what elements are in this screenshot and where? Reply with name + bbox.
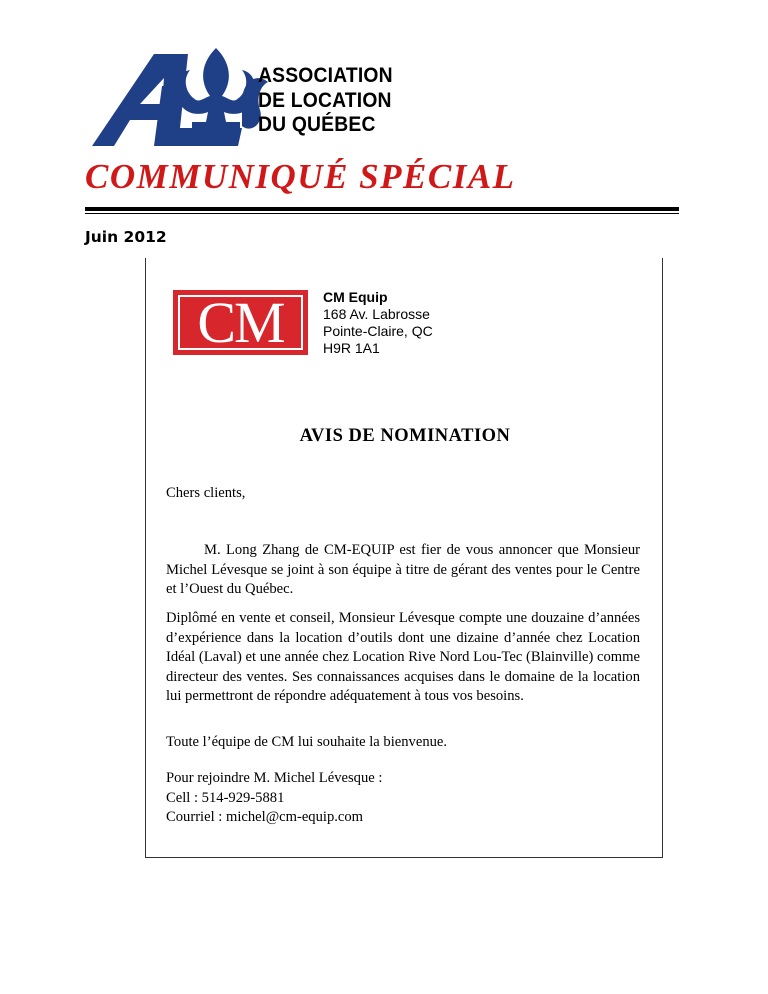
- publication-title: COMMUNIQUÉ SPÉCIAL: [85, 157, 516, 196]
- contact-block: [166, 769, 640, 828]
- association-name-line: DU QUÉBEC: [258, 113, 376, 136]
- company-postal-code: H9R 1A1: [323, 340, 380, 356]
- association-name-line: ASSOCIATION: [258, 64, 393, 87]
- company-name: CM Equip: [323, 289, 388, 305]
- contact-cell: Cell : 514-929-5881: [166, 789, 285, 806]
- company-address-line2: Pointe-Claire, QC: [323, 323, 433, 339]
- header-divider-thin: [85, 213, 679, 214]
- letter-paragraph: Diplômé en vente et conseil, Monsieur Lévesque compte une douzaine d’années d’expérience dans la location d’outils dont une dizaine d’année chez Location Idéal (Laval) et une année chez Location Rive Nord Lou-Tec (Blainville) comme directeur des ventes. Ses connaissances acquises dans le domaine de la location lui permettront de répondre adéquatement à tous vos besoins.: [166, 610, 640, 704]
- notice-title: AVIS DE NOMINATION: [299, 426, 511, 446]
- association-name: [258, 64, 393, 138]
- letter-paragraph: Toute l’équipe de CM lui souhaite la bienvenue.: [166, 734, 448, 750]
- association-name-line: DE LOCATION: [258, 88, 392, 112]
- cm-logo: [173, 290, 308, 355]
- header-divider-thick: [85, 207, 679, 211]
- company-address-block: [323, 289, 433, 357]
- cm-logo-text: CM: [197, 289, 284, 355]
- contact-intro: Pour rejoindre M. Michel Lévesque :: [166, 770, 383, 786]
- company-address-line1: 168 Av. Labrosse: [323, 306, 430, 322]
- contact-email: Courriel : michel@cm-equip.com: [166, 809, 364, 825]
- letter-paragraph: M. Long Zhang de CM-EQUIP est fier de vous annoncer que Monsieur Michel Lévesque se joint à son équipe à titre de gérant des ventes pour le Centre et l’Ouest du Québec.: [166, 542, 640, 597]
- cm-logo-border: [178, 289, 303, 355]
- issue-date: Juin 2012: [85, 228, 167, 246]
- letter-greeting: Chers clients,: [166, 485, 246, 501]
